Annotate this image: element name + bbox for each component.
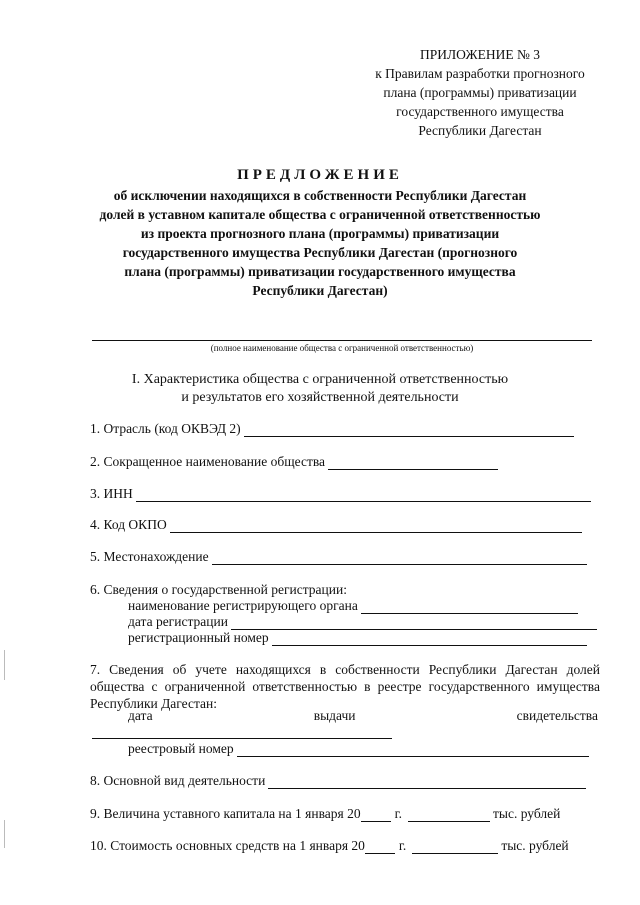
label-issue: выдачи	[313, 708, 356, 723]
field-fixed-assets	[90, 838, 569, 854]
field-industry	[90, 421, 574, 437]
document-title: ПРЕДЛОЖЕНИЕ	[237, 167, 403, 183]
appendix-line: государственного имущества	[396, 104, 564, 119]
subtitle-line: об исключении находящихся в собственности Республики Дагестан	[113, 188, 527, 203]
field-short-name-line[interactable]	[328, 457, 498, 470]
field-charter-capital-line[interactable]	[408, 809, 490, 822]
field-registering-authority-line[interactable]	[361, 601, 578, 614]
field-registration	[90, 582, 347, 598]
field-year-line[interactable]	[365, 841, 395, 854]
subtitle-line: плана (программы) приватизации государственного имущества	[124, 264, 516, 279]
field-main-activity	[90, 773, 586, 789]
field-fixed-assets-line[interactable]	[412, 841, 498, 854]
field-registering-authority	[128, 598, 578, 614]
appendix-line: Республики Дагестан	[418, 123, 542, 138]
subtitle-line: Республики Дагестан)	[252, 283, 388, 298]
appendix-number: ПРИЛОЖЕНИЕ № 3	[419, 47, 541, 62]
field-year-suffix: г.	[398, 838, 407, 853]
field-label: 8. Основной вид деятельности	[90, 773, 266, 788]
company-name-caption: (полное наименование общества с ограниченной ответственностью)	[210, 343, 474, 353]
section-heading-line: I. Характеристика общества с ограниченной ответственностью	[131, 372, 509, 387]
subtitle-line: долей в уставном капитале общества с ограниченной ответственностью	[99, 207, 541, 222]
field-label: 3. ИНН	[90, 486, 133, 501]
section-heading	[60, 371, 580, 407]
subtitle-line: из проекта прогнозного плана (программы) приватизации	[140, 226, 500, 241]
field-registration-date-line[interactable]	[231, 617, 597, 630]
appendix-line: к Правилам разработки прогнозного	[375, 66, 585, 81]
field-location	[90, 549, 587, 565]
field-label: наименование регистрирующего органа	[128, 598, 358, 613]
field-label: 1. Отрасль (код ОКВЭД 2)	[90, 421, 241, 436]
field-okpo	[90, 517, 582, 533]
field-okpo-line[interactable]	[170, 520, 582, 533]
field-registration-number-line[interactable]	[272, 633, 587, 646]
field-label: 10. Стоимость основных средств на 1 января 20	[90, 838, 365, 853]
document-subtitle	[60, 186, 580, 300]
field-registry-number-line[interactable]	[237, 744, 589, 757]
field-inn	[90, 486, 591, 502]
field-industry-line[interactable]	[244, 424, 574, 437]
field-label: 6. Сведения о государственной регистрации:	[90, 582, 347, 597]
subtitle-line: государственного имущества Республики Дагестан (прогнозного	[122, 245, 518, 260]
field-year-suffix: г.	[394, 806, 402, 821]
field-label: регистрационный номер	[128, 630, 269, 645]
field-label: реестровый номер	[128, 741, 234, 756]
certificate-date-line[interactable]	[92, 738, 392, 739]
field-charter-capital	[90, 806, 560, 822]
field-registry-accounting: 7. Сведения об учете находящихся в собственности Республики Дагестан долей общества с ограниченной ответственностью в реестре государственного имущества Республики Дагестан:	[90, 662, 600, 711]
field-main-activity-line[interactable]	[268, 776, 586, 789]
field-label: 9. Величина уставного капитала на 1 января 20	[90, 806, 361, 821]
scan-mark	[4, 820, 5, 848]
field-label: 2. Сокращенное наименование общества	[90, 454, 326, 469]
field-label: 5. Местонахождение	[90, 549, 209, 564]
field-unit: тыс. рублей	[501, 838, 569, 853]
label-certificate: свидетельства	[516, 708, 598, 723]
certificate-labels	[128, 708, 598, 724]
title-block	[60, 167, 580, 300]
field-label: дата регистрации	[128, 614, 228, 629]
company-name-line[interactable]	[92, 340, 592, 341]
field-short-name	[90, 454, 498, 470]
field-year-line[interactable]	[361, 809, 391, 822]
field-registry-number	[128, 741, 589, 757]
label-date: дата	[128, 708, 153, 723]
field-registration-number	[128, 630, 587, 646]
appendix-header	[340, 45, 620, 140]
field-inn-line[interactable]	[136, 489, 591, 502]
scan-mark	[4, 650, 5, 680]
appendix-line: плана (программы) приватизации	[383, 85, 577, 100]
field-label: 4. Код ОКПО	[90, 517, 167, 532]
section-heading-line: и результатов его хозяйственной деятельности	[181, 390, 459, 405]
field-unit: тыс. рублей	[493, 806, 561, 821]
field-registration-date	[128, 614, 597, 630]
field-location-line[interactable]	[212, 552, 587, 565]
